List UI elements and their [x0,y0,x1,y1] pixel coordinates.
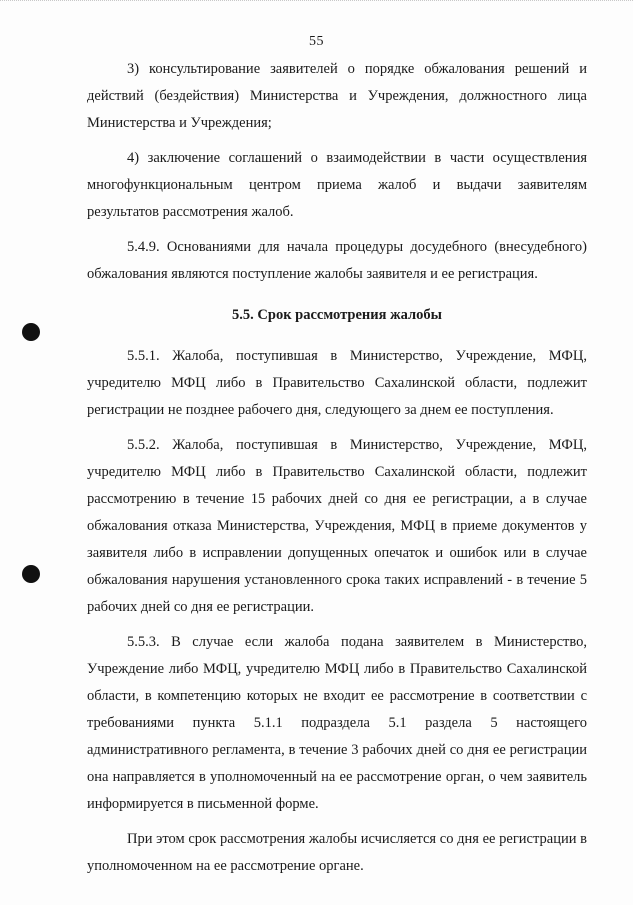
paragraph-5-5-3: 5.5.3. В случае если жалоба подана заявителем в Министерство, Учреждение либо МФЦ, учредителю МФЦ либо в Правительство Сахалинской области, в компетенцию которых не входит ее рассмотрение в соответствии с требованиями пункта 5.1.1 подраздела 5.1 раздела 5 настоящего административного регламента, в течение 3 рабочих дней со дня ее регистрации она направляется в уполномоченный на ее рассмотрение орган, о чем заявитель информируется в письменной форме. [87,634,587,812]
section-heading-5-5: 5.5. Срок рассмотрения жалобы [232,307,442,323]
document-body [87,56,587,880]
paragraph-5-5-1: 5.5.1. Жалоба, поступившая в Министерство, Учреждение, МФЦ, учредителю МФЦ либо в Правительство Сахалинской области, подлежит регистрации не позднее рабочего дня, следующего за днем ее поступления. [87,348,587,418]
paragraph-item-4: 4) заключение соглашений о взаимодействии в части осуществления многофункциональным центром приема жалоб и выдачи заявителям результатов рассмотрения жалоб. [87,150,587,220]
paragraph-item-3: 3) консультирование заявителей о порядке обжалования решений и действий (бездействия) Министерства и Учреждения, должностного лица Министерства и Учреждения; [87,61,587,131]
page-number: 55 [309,34,324,49]
paragraph-5-4-9: 5.4.9. Основаниями для начала процедуры досудебного (внесудебного) обжалования являются поступление жалобы заявителя и ее регистрация. [87,239,587,282]
hole-punch-mark-top [22,323,40,341]
paragraph-5-5-2: 5.5.2. Жалоба, поступившая в Министерство, Учреждение, МФЦ, учредителю МФЦ либо в Правительство Сахалинской области, подлежит рассмотрению в течение 15 рабочих дней со дня ее регистрации, а в случае обжалования отказа Министерства, Учреждения, МФЦ в приеме документов у заявителя либо в исправлении допущенных опечаток и ошибок или в случае обжалования нарушения установленного срока таких исправлений - в течение 5 рабочих дней со дня ее регистрации. [87,437,587,615]
hole-punch-mark-bottom [22,565,40,583]
scan-edge-line [0,0,633,3]
paragraph-deadline-note: При этом срок рассмотрения жалобы исчисляется со дня ее регистрации в уполномоченном на ее рассмотрение органе. [87,831,587,874]
